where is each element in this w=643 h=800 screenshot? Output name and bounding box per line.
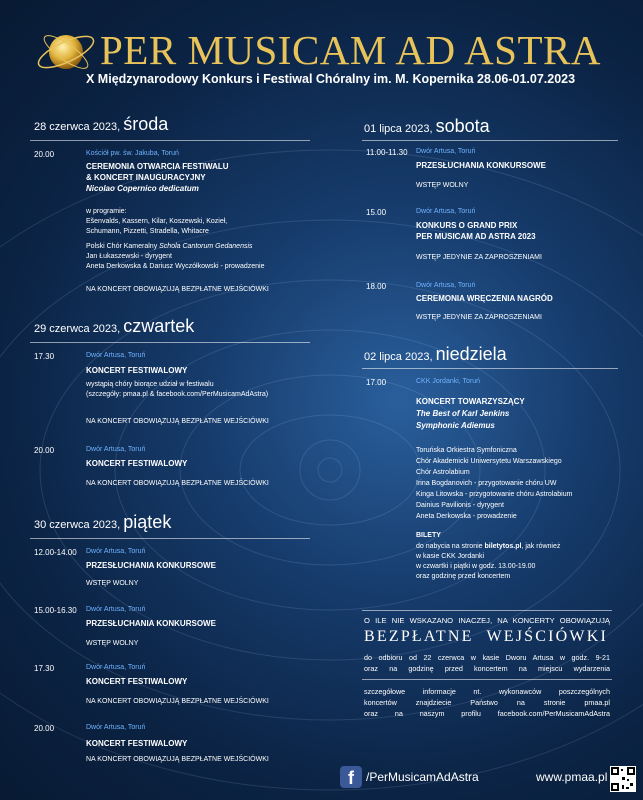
info-line: szczegółowe informacje nt. wykonawców poszczególnych <box>364 687 610 696</box>
admission-note: NA KONCERT OBOWIĄZUJĄ BEZPŁATNE WEJŚCIÓWKI <box>86 756 269 763</box>
info-line: oraz na godzinę przed koncertem na miejscu wydarzenia <box>364 664 610 673</box>
day-name: piątek <box>123 512 172 532</box>
admission-note: WSTĘP WOLNY <box>86 640 139 647</box>
event-description: wystąpią chóry biorące udział w festiwalu <box>86 381 214 388</box>
day-name: środa <box>123 114 169 134</box>
event-title: KONCERT FESTIWALOWY <box>86 459 188 468</box>
event-title: PRZESŁUCHANIA KONKURSOWE <box>416 161 546 170</box>
event-title: PRZESŁUCHANIA KONKURSOWE <box>86 619 216 628</box>
info-line: koncertów znajdziecie Państwo na stronie pmaa.pl <box>364 698 610 707</box>
event-title: KONCERT FESTIWALOWY <box>86 739 188 748</box>
performer-line: Polski Chór Kameralny Schola Cantorum Gedanensis <box>86 243 253 250</box>
event-venue: Kościół pw. św. Jakuba, Toruń <box>86 150 179 157</box>
event-title: KONCERT FESTIWALOWY <box>86 366 188 375</box>
event-time: 18.00 <box>366 282 387 291</box>
day-name: czwartek <box>123 316 195 336</box>
day-heading-1 <box>34 114 168 135</box>
event-venue: Dwór Artusa, Toruń <box>86 664 146 671</box>
program-line: Ešenvalds, Kassern, Kilar, Koszewski, Kozieł, <box>86 218 228 225</box>
event-venue: Dwór Artusa, Toruń <box>86 548 146 555</box>
event-title: CEREMONIA WRĘCZENIA NAGRÓD <box>416 294 553 303</box>
day-heading-4 <box>364 116 490 137</box>
day-heading-2 <box>34 316 194 337</box>
event-venue: Dwór Artusa, Toruń <box>416 208 476 215</box>
event-title: PER MUSICAM AD ASTRA 2023 <box>416 232 536 241</box>
event-time: 20.00 <box>34 150 55 159</box>
event-time: 11.00-11.30 <box>366 148 408 157</box>
event-venue: Dwór Artusa, Toruń <box>86 446 146 453</box>
admission-note: WSTĘP WOLNY <box>86 580 139 587</box>
event-venue: Dwór Artusa, Toruń <box>86 724 146 731</box>
event-title: KONCERT FESTIWALOWY <box>86 677 188 686</box>
admission-note: WSTĘP JEDYNIE ZA ZAPROSZENIAMI <box>416 254 542 261</box>
facebook-icon[interactable]: f <box>340 766 362 788</box>
event-title: CEREMONIA OTWARCIA FESTIWALU <box>86 162 229 171</box>
event-time: 17.30 <box>34 352 55 361</box>
info-line: oraz na naszym profilu facebook.com/PerMusicamAdAstra <box>364 709 610 718</box>
event-title: PRZESŁUCHANIA KONKURSOWE <box>86 561 216 570</box>
event-time: 17.00 <box>366 378 387 387</box>
event-time: 20.00 <box>34 446 55 455</box>
program-line: Schumann, Pizzetti, Stradella, Whitacre <box>86 228 209 235</box>
event-venue: Dwór Artusa, Toruń <box>86 352 146 359</box>
info-line: do odbioru od 22 czerwca w kasie Dworu Artusa w godz. 9-21 <box>364 653 610 662</box>
performer-line: Chór Astrolabium <box>416 469 470 476</box>
event-venue: Dwór Artusa, Toruń <box>86 606 146 613</box>
info-caps: O ILE NIE WSKAZANO INACZEJ, NA KONCERTY OBOWIĄZUJĄ <box>364 616 610 625</box>
day-date: 29 czerwca 2023, <box>34 323 121 335</box>
event-venue: CKK Jordanki, Toruń <box>416 378 481 385</box>
event-time: 12.00-14.00 <box>34 548 77 557</box>
event-venue: Dwór Artusa, Toruń <box>416 148 476 155</box>
event-time: 20.00 <box>34 724 55 733</box>
program-label: w programie: <box>86 208 127 215</box>
day-heading-5 <box>364 344 507 365</box>
tickets-line: w kasie CKK Jordanki <box>416 553 485 560</box>
event-description: (szczegóły: pmaa.pl & facebook.com/PerMusicamAdAstra) <box>86 391 269 398</box>
event-subtitle: The Best of Karl Jenkins <box>416 409 510 418</box>
event-subtitle: Symphonic Adiemus <box>416 421 495 430</box>
performer-line: Kinga Litowska - przygotowanie chóru Astrolabium <box>416 491 573 498</box>
event-time: 15.00 <box>366 208 387 217</box>
admission-note: NA KONCERT OBOWIĄZUJĄ BEZPŁATNE WEJŚCIÓWKI <box>86 698 269 705</box>
tickets-line: do nabycia na stronie biletytos.pl, jak również <box>416 543 561 550</box>
day-date: 28 czerwca 2023, <box>34 121 121 133</box>
facebook-handle-link[interactable]: /PerMusicamAdAstra <box>366 770 479 784</box>
day-date: 02 lipca 2023, <box>364 351 433 363</box>
divider <box>30 140 310 141</box>
festival-title: PER MUSICAM AD ASTRA <box>100 27 601 73</box>
tickets-line: oraz godzinę przed koncertem <box>416 573 511 580</box>
divider <box>362 140 618 141</box>
tickets-line: w czwartki i piątki w godz. 13.00-19.00 <box>416 563 536 570</box>
festival-subtitle: X Międzynarodowy Konkurs i Festiwal Chóralny im. M. Kopernika 28.06-01.07.2023 <box>86 72 576 86</box>
divider <box>30 342 310 343</box>
tickets-label: BILETY <box>416 532 441 539</box>
performer-line: Chór Akademicki Uniwersytetu Warszawskiego <box>416 458 562 465</box>
admission-note: WSTĘP WOLNY <box>416 182 469 189</box>
event-title: KONCERT TOWARZYSZĄCY <box>416 397 525 406</box>
divider <box>362 368 618 369</box>
divider <box>30 538 310 539</box>
divider <box>362 610 612 611</box>
admission-note: NA KONCERT OBOWIĄZUJĄ BEZPŁATNE WEJŚCIÓWKI <box>86 286 269 293</box>
qr-code-icon <box>610 766 636 792</box>
day-date: 30 czerwca 2023, <box>34 519 121 531</box>
performer-line: Irina Bogdanovich - przygotowanie chóru UW <box>416 480 557 487</box>
event-time: 15.00-16.30 <box>34 606 77 615</box>
day-date: 01 lipca 2023, <box>364 123 433 135</box>
admission-note: NA KONCERT OBOWIĄZUJĄ BEZPŁATNE WEJŚCIÓWKI <box>86 418 269 425</box>
free-tickets-heading: BEZPŁATNE WEJŚCIÓWKI <box>364 628 608 645</box>
performer-line: Jan Łukaszewski - dyrygent <box>86 253 172 260</box>
day-name: sobota <box>435 116 490 136</box>
day-name: niedziela <box>435 344 507 364</box>
performer-line: Aneta Derkowska - prowadzenie <box>416 513 517 520</box>
day-heading-3 <box>34 512 171 533</box>
website-link[interactable]: www.pmaa.pl <box>536 770 608 784</box>
event-title: KONKURS O GRAND PRIX <box>416 221 518 230</box>
event-subtitle: Nicolao Copernico dedicatum <box>86 184 199 193</box>
admission-note: NA KONCERT OBOWIĄZUJĄ BEZPŁATNE WEJŚCIÓWKI <box>86 480 269 487</box>
event-title: & KONCERT INAUGURACYJNY <box>86 173 206 182</box>
admission-note: WSTĘP JEDYNIE ZA ZAPROSZENIAMI <box>416 314 542 321</box>
event-venue: Dwór Artusa, Toruń <box>416 282 476 289</box>
performer-line: Toruńska Orkiestra Symfoniczna <box>416 447 517 454</box>
event-time: 17.30 <box>34 664 55 673</box>
performer-line: Aneta Derkowska & Dariusz Wyczółkowski - prowadzenie <box>86 263 265 270</box>
divider <box>362 679 612 680</box>
performer-line: Dainius Pavilionis - dyrygent <box>416 502 504 509</box>
